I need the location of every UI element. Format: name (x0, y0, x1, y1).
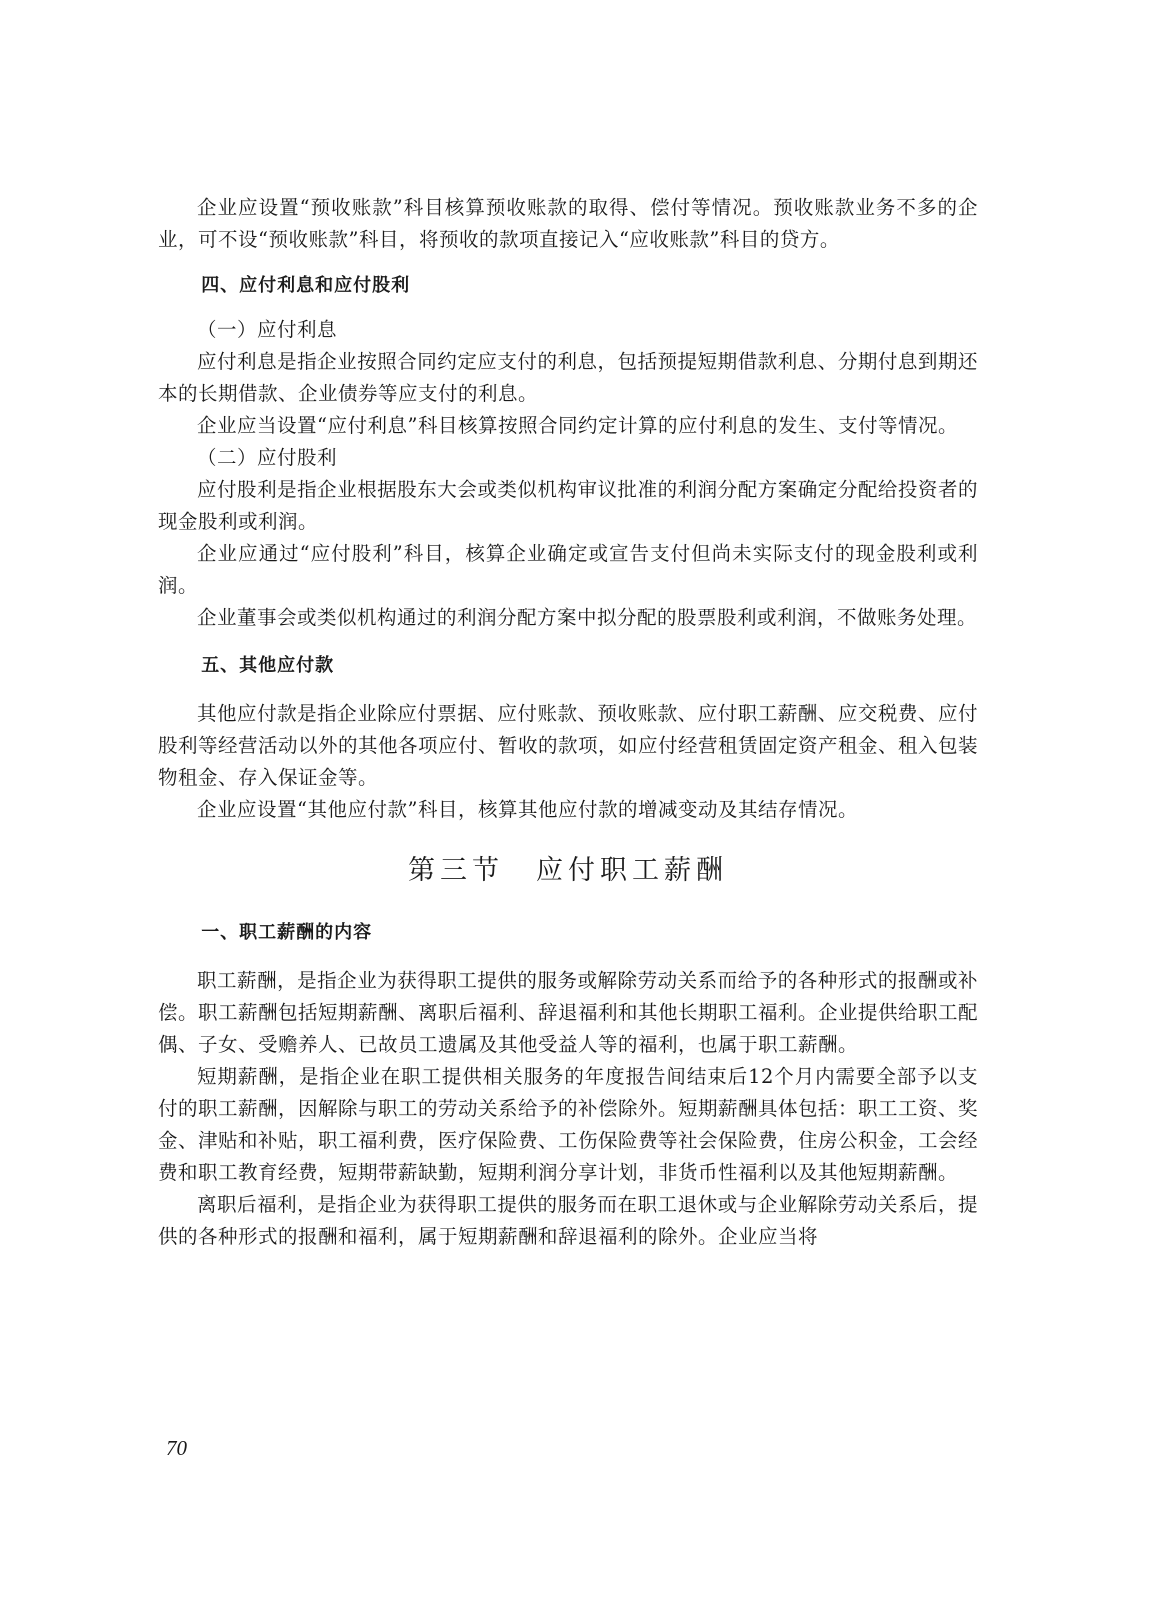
paragraph: 企业应通过“应付股利”科目，核算企业确定或宣告支付但尚未实际支付的现金股利或利润。 (158, 542, 978, 597)
subheading: （一）应付利息 (197, 318, 338, 341)
section-heading: 四、应付利息和应付股利 (201, 275, 411, 296)
paragraph: 其他应付款是指企业除应付票据、应付账款、预收账款、应付职工薪酬、应交税费、应付股利等经营活动以外的其他各项应付、暂收的款项，如应付经营租赁固定资产租金、租入包装物租金、存入保证金等。 (158, 702, 979, 789)
paragraph: 应付股利是指企业根据股东大会或类似机构审议批准的利润分配方案确定分配给投资者的现金股利或利润。 (158, 478, 978, 533)
paragraph: 企业应当设置“应付利息”科目核算按照合同约定计算的应付利息的发生、支付等情况。 (197, 414, 958, 437)
subheading: （二）应付股利 (197, 446, 338, 469)
paragraph: 离职后福利，是指企业为获得职工提供的服务而在职工退休或与企业解除劳动关系后，提供的各种形式的报酬和福利，属于短期薪酬和辞退福利的除外。企业应当将 (158, 1193, 978, 1248)
document-page (158, 0, 978, 1600)
paragraph: 应付利息是指企业按照合同约定应支付的利息，包括预提短期借款利息、分期付息到期还本的长期借款、企业债券等应支付的利息。 (158, 350, 978, 405)
chapter-title: 第三节 应付职工薪酬 (408, 855, 728, 886)
section-heading: 一、职工薪酬的内容 (201, 922, 373, 943)
paragraph: 企业应设置“预收账款”科目核算预收账款的取得、偿付等情况。预收账款业务不多的企业，可不设“预收账款”科目，将预收的款项直接记入“应收账款”科目的贷方。 (158, 196, 978, 251)
paragraph: 企业应设置“其他应付款”科目，核算其他应付款的增减变动及其结存情况。 (197, 798, 858, 821)
paragraph: 短期薪酬，是指企业在职工提供相关服务的年度报告间结束后12个月内需要全部予以支付的职工薪酬，因解除与职工的劳动关系给予的补偿除外。短期薪酬具体包括：职工工资、奖金、津贴和补贴，职工福利费，医疗保险费、工伤保险费等社会保险费，住房公积金，工会经费和职工教育经费，短期带薪缺勤，短期利润分享计划，非货币性福利以及其他短期薪酬。 (158, 1065, 979, 1184)
section-heading: 五、其他应付款 (201, 655, 335, 676)
page-number: 70 (166, 1436, 187, 1460)
paragraph: 企业董事会或类似机构通过的利润分配方案中拟分配的股票股利或利润，不做账务处理。 (197, 606, 978, 629)
paragraph: 职工薪酬，是指企业为获得职工提供的服务或解除劳动关系而给予的各种形式的报酬或补偿。职工薪酬包括短期薪酬、离职后福利、辞退福利和其他长期职工福利。企业提供给职工配偶、子女、受赡养人、已故员工遗属及其他受益人等的福利，也属于职工薪酬。 (158, 969, 979, 1056)
